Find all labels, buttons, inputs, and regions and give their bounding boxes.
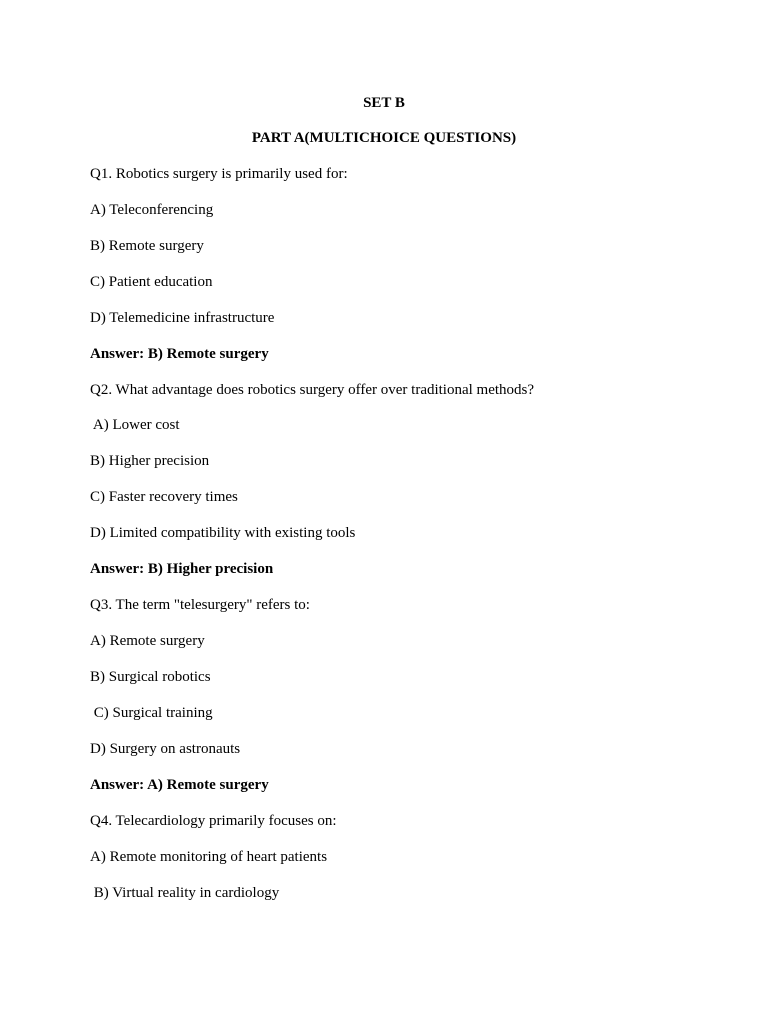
question-text: Q1. Robotics surgery is primarily used for: — [90, 166, 348, 182]
answer-text: Answer: A) Remote surgery — [90, 777, 269, 793]
answer-text: Answer: B) Higher precision — [90, 561, 274, 577]
option-text: D) Surgery on astronauts — [90, 741, 241, 757]
option-text: B) Surgical robotics — [90, 669, 211, 685]
option-text: C) Faster recovery times — [90, 489, 238, 505]
option-text: D) Telemedicine infrastructure — [90, 310, 275, 326]
option-text: B) Remote surgery — [90, 238, 204, 254]
option-text: B) Higher precision — [90, 453, 210, 469]
question-text: Q4. Telecardiology primarily focuses on: — [90, 813, 337, 829]
option-text: A) Remote surgery — [90, 633, 205, 649]
answer-text: Answer: B) Remote surgery — [90, 346, 269, 362]
option-text: A) Lower cost — [90, 417, 180, 433]
option-text: C) Patient education — [90, 274, 213, 290]
set-title: SET B — [363, 95, 405, 111]
question-text: Q3. The term "telesurgery" refers to: — [90, 597, 310, 613]
option-text: C) Surgical training — [90, 705, 213, 721]
option-text: D) Limited compatibility with existing tools — [90, 525, 356, 541]
option-text: A) Teleconferencing — [90, 202, 214, 218]
part-title: PART A(MULTICHOICE QUESTIONS) — [251, 130, 517, 146]
option-text: B) Virtual reality in cardiology — [90, 885, 280, 901]
option-text: A) Remote monitoring of heart patients — [90, 849, 328, 865]
question-text: Q2. What advantage does robotics surgery offer over traditional methods? — [90, 382, 535, 398]
